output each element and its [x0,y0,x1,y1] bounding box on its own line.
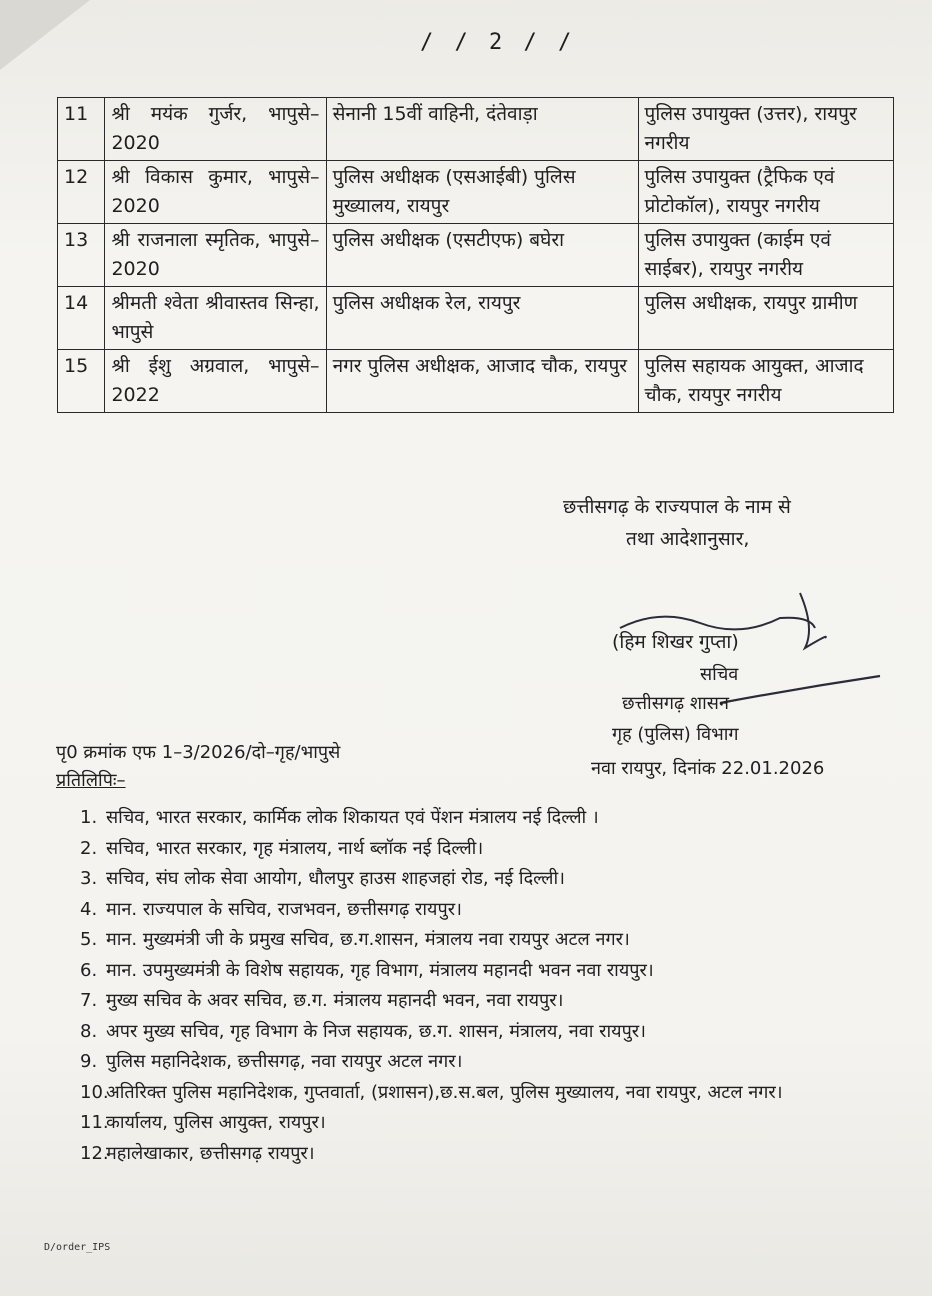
serial-number-cell: 13 [58,224,105,287]
list-item-text: अपर मुख्य सचिव, गृह विभाग के निज सहायक, छ.ग. शासन, मंत्रालय, नवा रायपुर। [106,1020,646,1042]
table-row [58,224,894,287]
order-line: तथा आदेशानुसार, [626,528,750,550]
current-posting-cell: पुलिस अधीक्षक (एसआईबी) पुलिस मुख्यालय, रायपुर [326,161,638,224]
officer-name-cell: श्रीमती श्वेता श्रीवास्तव सिन्हा, भापुसे [105,287,326,350]
signatory-designation: सचिव [700,664,739,685]
list-item [80,834,880,865]
current-posting-cell: नगर पुलिस अधीक्षक, आजाद चौक, रायपुर [326,350,638,413]
current-posting-cell: सेनानी 15वीं वाहिनी, दंतेवाड़ा [326,98,638,161]
list-item-number: 8. [80,1020,98,1042]
signatory-office: छत्तीसगढ़ शासन [622,693,729,714]
place-and-date: नवा रायपुर, दिनांक 22.01.2026 [591,758,825,779]
list-item-number: 10. [80,1081,109,1103]
table-row [58,98,894,161]
list-item [80,1047,880,1078]
new-posting-cell: पुलिस अधीक्षक, रायपुर ग्रामीण [638,287,893,350]
table-row [58,350,894,413]
list-item-number: 1. [80,807,98,828]
new-posting-cell: पुलिस उपायुक्त (उत्तर), रायपुर नगरीय [638,98,893,161]
list-item [80,895,880,926]
serial-number-cell: 12 [58,161,105,224]
list-item-number: 3. [80,868,98,889]
page-corner-fold [0,0,90,70]
reference-number: पृ0 क्रमांक एफ 1–3/2026/दो–गृह/भापुसे [56,742,341,763]
list-item-number: 5. [80,929,98,950]
list-item-text: सचिव, संघ लोक सेवा आयोग, धौलपुर हाउस शाहजहां रोड, नई दिल्ली। [106,868,565,889]
list-item-text: सचिव, भारत सरकार, कार्मिक लोक शिकायत एवं पेंशन मंत्रालय नई दिल्ली । [106,807,599,828]
list-item [80,1108,880,1139]
list-item [80,986,880,1017]
new-posting-cell: पुलिस उपायुक्त (ट्रैफिक एवं प्रोटोकॉल), रायपुर नगरीय [638,161,893,224]
current-posting-cell: पुलिस अधीक्षक रेल, रायपुर [326,287,638,350]
list-item-text: सचिव, भारत सरकार, गृह मंत्रालय, नार्थ ब्लॉक नई दिल्ली। [106,837,484,859]
list-item-text: मुख्य सचिव के अवर सचिव, छ.ग. मंत्रालय महानदी भवन, नवा रायपुर। [106,990,564,1011]
list-item [80,1139,880,1170]
page-number: / / 2 / / [420,30,576,55]
list-item-number: 9. [80,1051,98,1072]
table-row [58,161,894,224]
list-item-number: 2. [80,837,98,859]
officer-name-cell: श्री ईशु अग्रवाल, भापुसे–2022 [105,350,326,413]
list-item-text: मान. मुख्यमंत्री जी के प्रमुख सचिव, छ.ग.शासन, मंत्रालय नवा रायपुर अटल नगर। [106,929,630,950]
list-item [80,803,880,834]
current-posting-cell: पुलिस अधीक्षक (एसटीएफ) बघेरा [326,224,638,287]
list-item-text: अतिरिक्त पुलिस महानिदेशक, गुप्तवार्ता, (प्रशासन),छ.स.बल, पुलिस मुख्यालय, नवा रायपुर, अटल नगर। [106,1081,783,1103]
list-item-number: 4. [80,898,98,920]
officer-name-cell: श्री विकास कुमार, भापुसे–2020 [105,161,326,224]
transfer-table [57,97,894,413]
serial-number-cell: 14 [58,287,105,350]
copy-list [80,803,880,1169]
officer-name-cell: श्री राजनाला स्मृतिक, भापुसे–2020 [105,224,326,287]
list-item [80,1017,880,1048]
governor-order-line: छत्तीसगढ़ के राज्यपाल के नाम से [563,496,791,518]
list-item-number: 6. [80,959,98,981]
list-item-text: कार्यालय, पुलिस आयुक्त, रायपुर। [106,1112,326,1133]
list-item-number: 11. [80,1112,109,1133]
serial-number-cell: 15 [58,350,105,413]
list-item-number: 12. [80,1142,109,1164]
list-item-text: पुलिस महानिदेशक, छत्तीसगढ़, नवा रायपुर अटल नगर। [106,1051,463,1072]
list-item [80,1078,880,1109]
list-item-text: मान. राज्यपाल के सचिव, राजभवन, छत्तीसगढ़ रायपुर। [106,898,462,920]
list-item [80,925,880,956]
serial-number-cell: 11 [58,98,105,161]
list-item-text: महालेखाकार, छत्तीसगढ़ रायपुर। [106,1142,315,1164]
copy-heading: प्रतिलिपिः– [56,770,126,791]
list-item [80,956,880,987]
new-posting-cell: पुलिस सहायक आयुक्त, आजाद चौक, रायपुर नगरीय [638,350,893,413]
signatory-name: (हिम शिखर गुप्ता) [612,631,739,653]
list-item-number: 7. [80,990,98,1011]
table-row [58,287,894,350]
list-item-text: मान. उपमुख्यमंत्री के विशेष सहायक, गृह विभाग, मंत्रालय महानदी भवन नवा रायपुर। [106,959,654,981]
list-item [80,864,880,895]
footer-file-code: D/order_IPS [44,1242,111,1253]
officer-name-cell: श्री मयंक गुर्जर, भापुसे–2020 [105,98,326,161]
new-posting-cell: पुलिस उपायुक्त (काईम एवं साईबर), रायपुर नगरीय [638,224,893,287]
signatory-department: गृह (पुलिस) विभाग [612,724,739,745]
